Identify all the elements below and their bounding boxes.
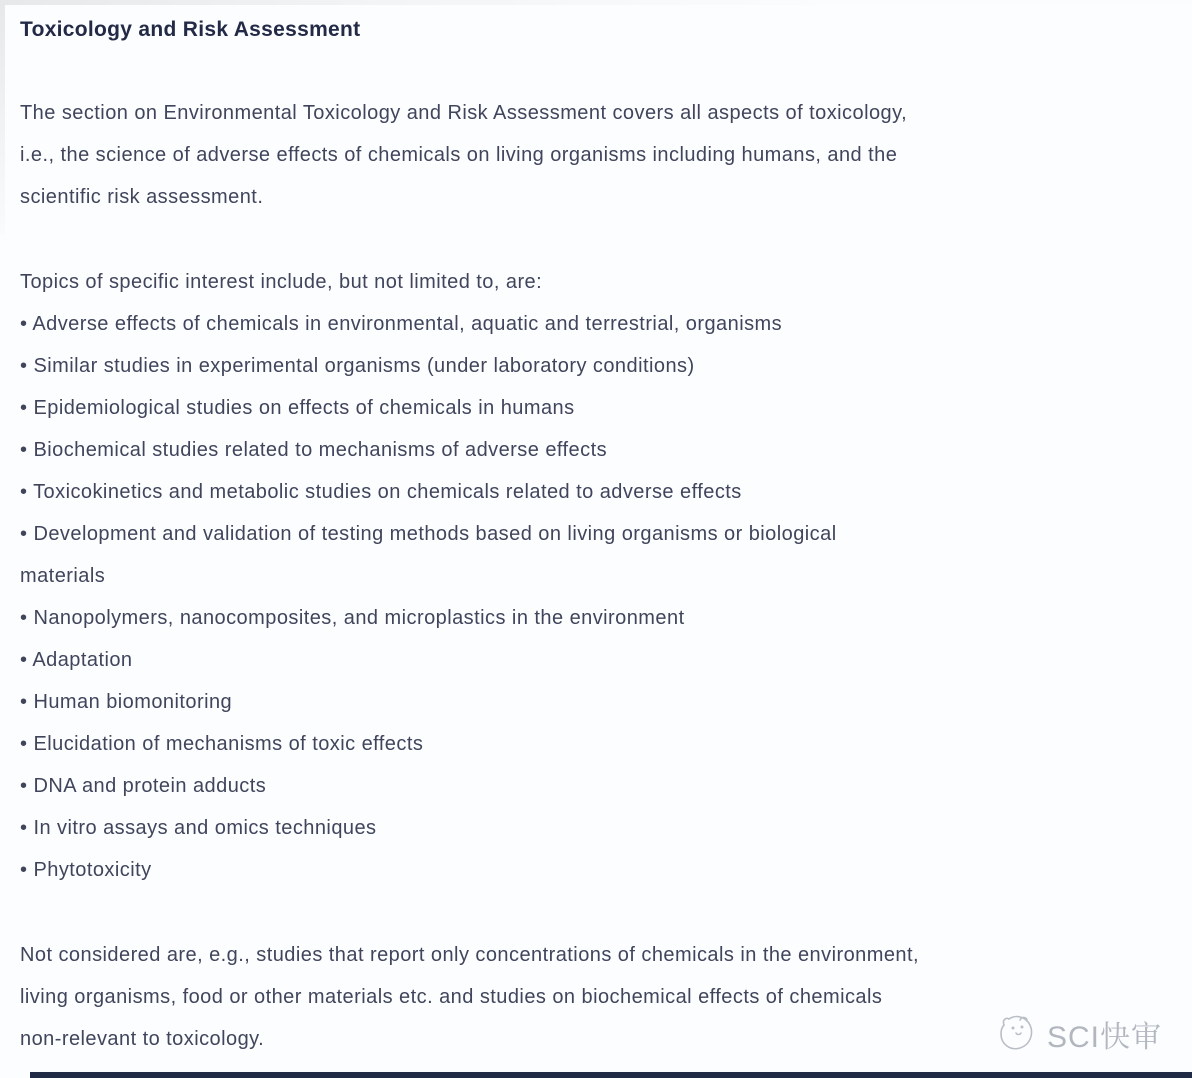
left-edge-border bbox=[0, 0, 5, 235]
topic-item: • Similar studies in experimental organisms (under laboratory conditions) bbox=[20, 355, 695, 377]
topic-item: • Development and validation of testing methods based on living organisms or biological bbox=[20, 523, 837, 545]
watermark-text: SCI快审 bbox=[1046, 1021, 1162, 1054]
topics-heading: Topics of specific interest include, but not limited to, are: bbox=[20, 271, 543, 293]
topic-item: • Adaptation bbox=[20, 649, 133, 671]
topic-item: • DNA and protein adducts bbox=[20, 775, 267, 797]
intro-line: scientific risk assessment. bbox=[20, 186, 264, 208]
topics-section bbox=[20, 261, 1168, 891]
closing-line: living organisms, food or other materials etc. and studies on biochemical effects of chemicals bbox=[20, 986, 883, 1008]
intro-paragraph bbox=[20, 92, 1168, 218]
closing-line: Not considered are, e.g., studies that report only concentrations of chemicals in the environment, bbox=[20, 944, 920, 966]
topic-item: • Adverse effects of chemicals in environmental, aquatic and terrestrial, organisms bbox=[20, 313, 783, 335]
topic-item: • In vitro assays and omics techniques bbox=[20, 817, 377, 839]
topic-item: • Biochemical studies related to mechanisms of adverse effects bbox=[20, 439, 608, 461]
topic-item-continuation: materials bbox=[20, 565, 106, 587]
watermark bbox=[996, 1012, 1162, 1056]
top-edge-border bbox=[0, 0, 1192, 5]
topic-item: • Epidemiological studies on effects of chemicals in humans bbox=[20, 397, 575, 419]
bottom-divider-bar bbox=[30, 1072, 1192, 1078]
topic-item: • Human biomonitoring bbox=[20, 691, 233, 713]
topic-item: • Toxicokinetics and metabolic studies on chemicals related to adverse effects bbox=[20, 481, 742, 503]
topic-item: • Phytotoxicity bbox=[20, 859, 152, 881]
topic-item: • Nanopolymers, nanocomposites, and microplastics in the environment bbox=[20, 607, 685, 629]
closing-line: non-relevant to toxicology. bbox=[20, 1028, 265, 1050]
cat-face-icon bbox=[996, 1013, 1038, 1055]
page-title: Toxicology and Risk Assessment bbox=[20, 18, 361, 41]
intro-line: The section on Environmental Toxicology and Risk Assessment covers all aspects of toxicology, bbox=[20, 102, 908, 124]
intro-line: i.e., the science of adverse effects of chemicals on living organisms including humans, and the bbox=[20, 144, 898, 166]
topic-item: • Elucidation of mechanisms of toxic effects bbox=[20, 733, 424, 755]
